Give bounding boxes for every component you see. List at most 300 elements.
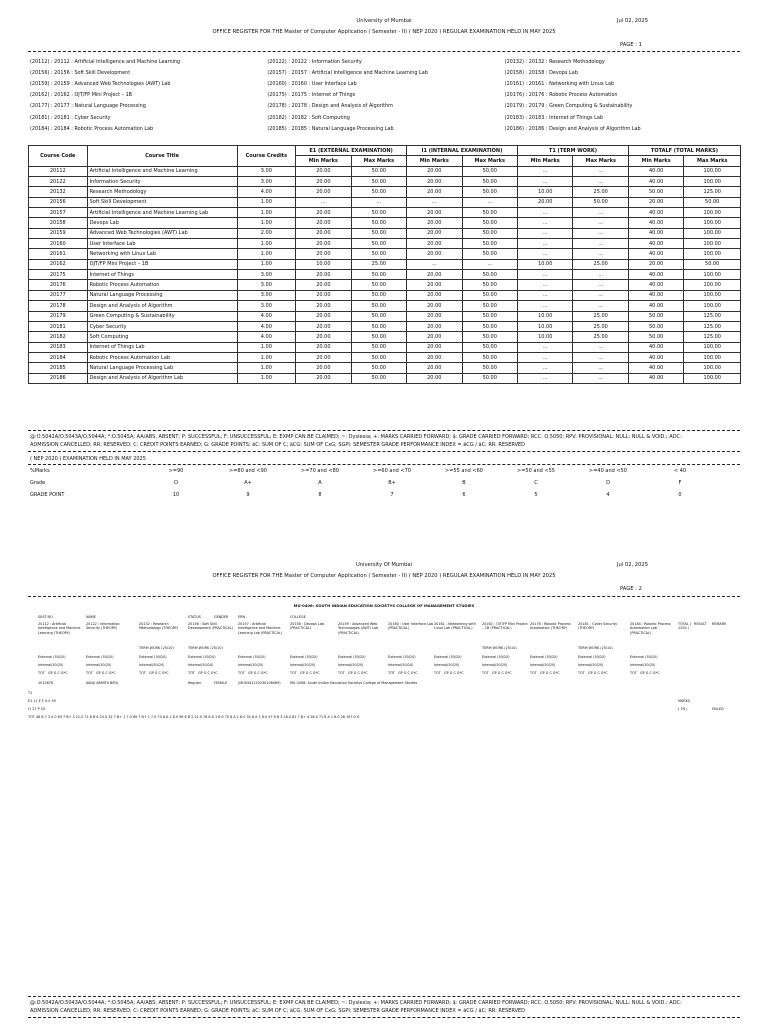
mark-cell: 50.00 bbox=[628, 311, 683, 321]
gp-header: GP G C G*C bbox=[248, 671, 268, 675]
marks-value: ( 7N ) bbox=[678, 707, 688, 711]
grade-value: 9 bbox=[246, 492, 250, 498]
mark-cell: 50.00 bbox=[351, 280, 406, 290]
grade-value: 7 bbox=[390, 492, 394, 498]
mark-cell: 40.00 bbox=[628, 373, 683, 383]
course-code-cell: 20161 bbox=[29, 249, 88, 259]
failed-label: FAILED bbox=[712, 707, 724, 711]
mark-cell: 50.00 bbox=[462, 342, 517, 352]
mark-cell: 20.00 bbox=[407, 363, 462, 373]
mark-cell: 20.00 bbox=[407, 177, 462, 187]
course-title-cell: Devops Lab bbox=[87, 218, 237, 228]
col-total: TOTAL ( 1250 ) bbox=[678, 622, 692, 631]
mark-cell: 40.00 bbox=[628, 290, 683, 300]
mark-cell: 25.00 bbox=[573, 187, 628, 197]
mark-cell: 20.00 bbox=[296, 166, 351, 176]
mark-cell: 100.00 bbox=[684, 177, 741, 187]
gp-header: GP G C G*C bbox=[48, 671, 68, 675]
mark-cell: ... bbox=[518, 218, 573, 228]
mark-cell: 10.00 bbox=[518, 311, 573, 321]
course-code-cell: 20184 bbox=[29, 352, 88, 362]
course-code-cell: 20178 bbox=[29, 301, 88, 311]
abbreviation-legend bbox=[30, 999, 730, 1015]
course-code-cell: 20160 bbox=[29, 239, 88, 249]
mark-cell: 20.00 bbox=[407, 373, 462, 383]
grade-value: O bbox=[174, 480, 178, 486]
mark-cell: 1.00 bbox=[237, 239, 296, 249]
col-name: NAME bbox=[86, 615, 96, 619]
grade-value: 4 bbox=[606, 492, 610, 498]
course-code-cell: 20177 bbox=[29, 290, 88, 300]
mark-cell: 40.00 bbox=[628, 177, 683, 187]
ext-label: External (50/20) bbox=[86, 655, 114, 659]
grade-row bbox=[30, 489, 720, 501]
course-code-cell: 20183 bbox=[29, 342, 88, 352]
mark-cell: 100.00 bbox=[684, 352, 741, 362]
mark-cell: 40.00 bbox=[628, 228, 683, 238]
table-row bbox=[29, 290, 741, 300]
mark-cell: 20.00 bbox=[296, 249, 351, 259]
mark-cell: 20.00 bbox=[407, 228, 462, 238]
table-row bbox=[29, 280, 741, 290]
table-row bbox=[29, 259, 741, 269]
mark-cell: 50.00 bbox=[684, 197, 741, 207]
mark-cell: ... bbox=[573, 239, 628, 249]
mark-cell: 100.00 bbox=[684, 280, 741, 290]
header-min: Min Marks bbox=[518, 156, 573, 166]
mark-cell: ... bbox=[462, 259, 517, 269]
ext-label: External (50/20) bbox=[630, 655, 658, 659]
university-name: University of Mumbai bbox=[356, 18, 412, 24]
mark-cell: 20.00 bbox=[407, 280, 462, 290]
mark-cell: 50.00 bbox=[351, 342, 406, 352]
table-row bbox=[29, 332, 741, 342]
page-number: PAGE : 1 bbox=[620, 42, 642, 48]
gp-header: GP G C G*C bbox=[398, 671, 418, 675]
mark-cell: 20.00 bbox=[407, 218, 462, 228]
table-row bbox=[29, 249, 741, 259]
mark-cell: 100.00 bbox=[684, 249, 741, 259]
mark-cell: ... bbox=[573, 249, 628, 259]
mark-cell: 125.00 bbox=[684, 321, 741, 331]
mark-cell: 20.00 bbox=[296, 208, 351, 218]
mark-cell: 20.00 bbox=[296, 280, 351, 290]
table-row bbox=[29, 228, 741, 238]
mark-cell: ... bbox=[518, 280, 573, 290]
course-list-row bbox=[30, 112, 742, 123]
mark-cell: ... bbox=[518, 270, 573, 280]
term-work-label: TERM WORK (25/10) bbox=[188, 646, 223, 650]
header-i1: I1 (INTERNAL EXAMINATION) bbox=[407, 146, 518, 156]
mark-cell: 40.00 bbox=[628, 218, 683, 228]
mark-cell: 40.00 bbox=[628, 208, 683, 218]
mark-cell: 50.00 bbox=[351, 290, 406, 300]
mark-cell: 20.00 bbox=[407, 187, 462, 197]
tot-label: TOT bbox=[238, 671, 245, 675]
mark-cell: 50.00 bbox=[462, 290, 517, 300]
mark-cell: 10.00 bbox=[518, 321, 573, 331]
course-list-item: (20177) : 20177 : Natural Language Processing bbox=[30, 103, 146, 110]
mark-cell: 1.00 bbox=[237, 352, 296, 362]
mark-cell: ... bbox=[518, 352, 573, 362]
table-row bbox=[29, 301, 741, 311]
course-list-row bbox=[30, 67, 742, 78]
int-label: Internal(50/20) bbox=[38, 663, 64, 667]
table-row bbox=[29, 373, 741, 383]
mark-cell: ... bbox=[518, 208, 573, 218]
mark-cell: 20.00 bbox=[407, 249, 462, 259]
header-min: Min Marks bbox=[296, 156, 351, 166]
mark-cell: 20.00 bbox=[628, 197, 683, 207]
mark-cell: ... bbox=[351, 197, 406, 207]
grade-value: >=60 and <70 bbox=[373, 468, 411, 474]
mark-cell: 20.00 bbox=[407, 342, 462, 352]
mark-cell: 50.00 bbox=[684, 259, 741, 269]
int-label: Internal(50/20) bbox=[388, 663, 414, 667]
mark-cell: 20.00 bbox=[296, 177, 351, 187]
mark-cell: 50.00 bbox=[462, 239, 517, 249]
tot-label: TOT bbox=[86, 671, 93, 675]
int-label: Internal(50/20) bbox=[238, 663, 264, 667]
student-seat-no: 1012678 bbox=[38, 681, 54, 685]
college-title: MU-0406: SOUTH INDIAN EDUCATION SOCIETYS COLLEGE OF MANAGEMENT STUDIES bbox=[293, 603, 475, 608]
ext-label: External (50/20) bbox=[338, 655, 366, 659]
mark-cell: 10.00 bbox=[518, 332, 573, 342]
course-list-item: (20159) : 20159 : Advanced Web Technologies (AWT) Lab bbox=[30, 80, 171, 87]
mark-cell: 50.00 bbox=[462, 270, 517, 280]
mark-cell: 100.00 bbox=[684, 218, 741, 228]
course-list-item: (20179) : 20179 : Green Computing & Sustainability bbox=[504, 103, 633, 110]
course-title-cell: Design and Analysis of Algorithm Lab bbox=[87, 373, 237, 383]
grade-value: >=55 and <60 bbox=[445, 468, 483, 474]
mark-cell: ... bbox=[518, 249, 573, 259]
tot-label: TOT bbox=[578, 671, 585, 675]
grade-row-label: Grade bbox=[30, 480, 46, 486]
grade-row-label: GRADE POINT bbox=[30, 492, 65, 498]
header-max: Max Marks bbox=[684, 156, 741, 166]
mark-cell: 20.00 bbox=[407, 321, 462, 331]
table-row bbox=[29, 270, 741, 280]
mark-cell: 3.00 bbox=[237, 280, 296, 290]
header-max: Max Marks bbox=[462, 156, 517, 166]
mark-cell: 50.00 bbox=[351, 166, 406, 176]
mark-cell: ... bbox=[407, 259, 462, 269]
mark-cell: ... bbox=[573, 290, 628, 300]
mark-cell: 40.00 bbox=[628, 342, 683, 352]
col-gender: GENDER bbox=[214, 615, 229, 619]
mark-cell: 50.00 bbox=[573, 197, 628, 207]
grade-row bbox=[30, 477, 720, 489]
mark-cell: ... bbox=[518, 228, 573, 238]
mark-cell: 50.00 bbox=[351, 208, 406, 218]
course-list-item: (20157) : 20157 : Artificial Intelligence and Machine Learning Lab bbox=[267, 69, 428, 76]
mark-cell: 50.00 bbox=[351, 352, 406, 362]
mark-cell: 50.00 bbox=[351, 249, 406, 259]
row-tot: TOT 48 B 7 3 0.0 63 7 B+ 3 21.0 71 6 B 6 24.0 32 7 B+ 1 7.0 69 7 B+ 1 7.0 70 8 A 1 8.0 58 6 B 2 12.0 76 8 A 1 8.0 75 8 A 1 8.0 35 8 A 1 8.0 57 6 B 3 18.0 81 7 B+ 4 28.0 71 8 A 1 8.0 26 197.0 O bbox=[28, 715, 360, 719]
office-register-title: OFFICE REGISTER FOR THE Master of Computer Application ( Semester - II) ( NEP 2020 ) REGULAR EXAMINATION HELD IN MAY 2025 bbox=[212, 29, 556, 35]
mark-cell: 50.00 bbox=[462, 249, 517, 259]
row-e1: E1 11 E F 0.0 39 bbox=[28, 699, 56, 703]
mark-cell: 50.00 bbox=[351, 177, 406, 187]
mark-cell: ... bbox=[573, 280, 628, 290]
mark-cell: 100.00 bbox=[684, 166, 741, 176]
mark-cell: 40.00 bbox=[628, 249, 683, 259]
student-name: ABUJI ARMITA BIRU bbox=[86, 681, 119, 685]
mark-cell: 25.00 bbox=[573, 311, 628, 321]
course-title-cell: User Interface Lab bbox=[87, 239, 237, 249]
course-code-cell: 20182 bbox=[29, 332, 88, 342]
int-label: Internal(50/20) bbox=[86, 663, 112, 667]
dashed-divider bbox=[28, 996, 740, 997]
col-ern: ERN bbox=[238, 615, 246, 619]
mark-cell: 20.00 bbox=[296, 290, 351, 300]
course-list-row bbox=[30, 123, 742, 134]
grade-table-heading: ( NEP 2020 ) EXAMINATION HELD IN MAY 2025 bbox=[30, 456, 146, 462]
course-list-item: (20160) : 20160 : User Interface Lab bbox=[267, 80, 357, 87]
mark-cell: 100.00 bbox=[684, 363, 741, 373]
header-max: Max Marks bbox=[351, 156, 406, 166]
mark-cell: 1.00 bbox=[237, 342, 296, 352]
mark-cell: 40.00 bbox=[628, 270, 683, 280]
mark-cell: 20.00 bbox=[296, 363, 351, 373]
mark-cell: 125.00 bbox=[684, 311, 741, 321]
subject-column-header: 20176 : Robotic Process Automation (THEORY) bbox=[530, 622, 571, 631]
mark-cell: ... bbox=[518, 290, 573, 300]
table-row bbox=[29, 363, 741, 373]
mark-cell: 100.00 bbox=[684, 208, 741, 218]
table-row bbox=[29, 321, 741, 331]
course-list-item: (20175) : 20175 : Internet of Things bbox=[267, 92, 356, 99]
course-title-cell: Soft Computing bbox=[87, 332, 237, 342]
header-min: Min Marks bbox=[407, 156, 462, 166]
gp-header: GP G C G*C bbox=[300, 671, 320, 675]
grade-value: >=70 and <80 bbox=[301, 468, 339, 474]
course-title-cell: Robotic Process Automation bbox=[87, 280, 237, 290]
ext-label: External (50/20) bbox=[388, 655, 416, 659]
mark-cell: 40.00 bbox=[628, 301, 683, 311]
subject-column-header: 20112 : Artificial Intelligence and Machine Learning (THEORY) bbox=[38, 622, 81, 635]
mark-cell: 50.00 bbox=[462, 280, 517, 290]
mark-cell: 50.00 bbox=[462, 208, 517, 218]
mark-cell: 100.00 bbox=[684, 239, 741, 249]
mark-cell: 50.00 bbox=[351, 321, 406, 331]
mark-cell: 50.00 bbox=[462, 332, 517, 342]
mark-cell: 3.00 bbox=[237, 177, 296, 187]
mark-cell: 3.00 bbox=[237, 270, 296, 280]
course-code-cell: 20179 bbox=[29, 311, 88, 321]
course-list-item: (20132) : 20132 : Research Methodology bbox=[504, 58, 605, 65]
mark-cell: 20.00 bbox=[407, 239, 462, 249]
table-row bbox=[29, 197, 741, 207]
mark-cell: 20.00 bbox=[296, 352, 351, 362]
tot-label: TOT bbox=[530, 671, 537, 675]
mark-cell: 50.00 bbox=[462, 166, 517, 176]
course-title-cell: Advanced Web Technologies (AWT) Lab bbox=[87, 228, 237, 238]
mark-cell: 100.00 bbox=[684, 342, 741, 352]
course-code-cell: 20122 bbox=[29, 177, 88, 187]
mark-cell: ... bbox=[518, 239, 573, 249]
mark-cell: ... bbox=[573, 218, 628, 228]
mark-cell: ... bbox=[518, 373, 573, 383]
grade-value: B+ bbox=[388, 480, 396, 486]
term-work-label: TERM WORK (25/10) bbox=[139, 646, 174, 650]
dashed-divider bbox=[28, 1017, 740, 1018]
header-min: Min Marks bbox=[628, 156, 683, 166]
mark-cell: 20.00 bbox=[296, 311, 351, 321]
mark-cell: 20.00 bbox=[296, 342, 351, 352]
grade-value: < 40 bbox=[673, 468, 687, 474]
course-title-cell: Artificial Intelligence and Machine Learning bbox=[87, 166, 237, 176]
grade-row bbox=[30, 465, 720, 477]
mark-cell: ... bbox=[573, 363, 628, 373]
mark-cell: 125.00 bbox=[684, 187, 741, 197]
course-list-item: (20186) : 20186 : Design and Analysis of Algorithm Lab bbox=[504, 125, 641, 132]
course-code-cell: 20181 bbox=[29, 321, 88, 331]
dashed-divider bbox=[28, 430, 740, 431]
table-row bbox=[29, 311, 741, 321]
abbreviation-legend bbox=[30, 433, 730, 449]
mark-cell: 20.00 bbox=[296, 301, 351, 311]
mark-cell: 40.00 bbox=[628, 166, 683, 176]
mark-cell: ... bbox=[518, 177, 573, 187]
mark-cell: 20.00 bbox=[518, 197, 573, 207]
ext-label: External (50/20) bbox=[188, 655, 216, 659]
mark-cell: 40.00 bbox=[628, 352, 683, 362]
gp-header: GP G C G*C bbox=[198, 671, 218, 675]
grade-value: 10 bbox=[172, 492, 180, 498]
mark-cell: ... bbox=[573, 270, 628, 280]
mark-cell: 20.00 bbox=[628, 259, 683, 269]
grade-value: C bbox=[534, 480, 538, 486]
course-title-cell: Internet of Things Lab bbox=[87, 342, 237, 352]
mark-cell: 50.00 bbox=[351, 332, 406, 342]
student-college: MU-0406: South Indian Education Societys College of Management Studies bbox=[290, 681, 418, 685]
legend-line: ADMISSION CANCELLED; RR: RESERVED; C: CREDIT POINTS EARNED; G: GRADE POINTS; äC: SUM OF C; äCG: SUM OF CxG; SGPI: SEMESTER GRADE PERFORMANCE INDEX = äCG / äC; RR: RESERVED bbox=[30, 1008, 525, 1014]
mark-cell: 50.00 bbox=[351, 187, 406, 197]
grade-value: D bbox=[606, 480, 610, 486]
mark-cell: 50.00 bbox=[351, 363, 406, 373]
ext-label: External (50/20) bbox=[530, 655, 558, 659]
gp-header: GP G C G*C bbox=[540, 671, 560, 675]
mark-cell: 40.00 bbox=[628, 280, 683, 290]
gp-header: GP G C G*C bbox=[640, 671, 660, 675]
legend-line: ADMISSION CANCELLED; RR: RESERVED; C: CREDIT POINTS EARNED; G: GRADE POINTS; äC: SUM OF C; äCG: SUM OF CxG; SGPI: SEMESTER GRADE PERFORMANCE INDEX = äCG / äC; RR: RESERVED bbox=[30, 442, 525, 448]
marks-label: MARKS bbox=[678, 699, 690, 703]
mark-cell: ... bbox=[407, 197, 462, 207]
mark-cell: 100.00 bbox=[684, 301, 741, 311]
tot-label: TOT bbox=[338, 671, 345, 675]
dashed-divider bbox=[28, 51, 740, 52]
course-code-cell: 20176 bbox=[29, 280, 88, 290]
mark-cell: 20.00 bbox=[296, 373, 351, 383]
mark-cell: 20.00 bbox=[407, 270, 462, 280]
course-list-item: (20183) : 20183 : Internet of Things Lab bbox=[504, 114, 603, 121]
mark-cell: 4.00 bbox=[237, 311, 296, 321]
header-total: TOTALF (TOTAL MARKS) bbox=[628, 146, 740, 156]
grade-value: >=50 and <55 bbox=[517, 468, 555, 474]
course-list-item: (20184) : 20184 : Robotic Process Automation Lab bbox=[30, 125, 154, 132]
mark-cell: 20.00 bbox=[407, 352, 462, 362]
row-t1: T1 bbox=[28, 691, 33, 695]
course-list-row bbox=[30, 90, 742, 101]
mark-cell: ... bbox=[573, 342, 628, 352]
mark-cell: 4.00 bbox=[237, 332, 296, 342]
course-title-cell: Robotic Process Automation Lab bbox=[87, 352, 237, 362]
subject-column-header: 20132 : Research Methodology (THEORY) bbox=[139, 622, 179, 631]
mark-cell: 40.00 bbox=[628, 363, 683, 373]
mark-cell: 100.00 bbox=[684, 373, 741, 383]
ext-label: External (50/20) bbox=[482, 655, 510, 659]
gp-header: GP G C G*C bbox=[444, 671, 464, 675]
int-label: Internal(50/20) bbox=[482, 663, 508, 667]
mark-cell: 50.00 bbox=[462, 321, 517, 331]
subject-column-header: 20184 : Robotic Process Automation Lab (PRACTICAL) bbox=[630, 622, 671, 635]
header-e1: E1 (EXTERNAL EXAMINATION) bbox=[296, 146, 407, 156]
course-title-cell: Green Computing & Sustainability bbox=[87, 311, 237, 321]
mark-cell: 100.00 bbox=[684, 290, 741, 300]
gp-header: GP G C G*C bbox=[492, 671, 512, 675]
grade-value: A+ bbox=[244, 480, 252, 486]
mark-cell: 50.00 bbox=[351, 270, 406, 280]
row-i1: I1 27 P 24 bbox=[28, 707, 46, 711]
course-list-item: (20185) : 20185 : Natural Language Processing Lab bbox=[267, 125, 394, 132]
table-row bbox=[29, 208, 741, 218]
mark-cell: 50.00 bbox=[462, 311, 517, 321]
table-row bbox=[29, 166, 741, 176]
course-code-cell: 20158 bbox=[29, 218, 88, 228]
office-register-title: OFFICE REGISTER FOR THE Master of Computer Application ( Semester - II) ( NEP 2020 ) REGULAR EXAMINATION HELD IN MAY 2025 bbox=[212, 573, 556, 579]
grade-value: 5 bbox=[534, 492, 538, 498]
mark-cell: 20.00 bbox=[296, 270, 351, 280]
course-title-cell: Artificial Intelligence and Machine Learning Lab bbox=[87, 208, 237, 218]
gp-header: GP G C G*C bbox=[588, 671, 608, 675]
header-course-title: Course Title bbox=[87, 146, 237, 167]
tot-label: TOT bbox=[434, 671, 441, 675]
report-date: Jul 02, 2025 bbox=[617, 18, 649, 24]
course-marks-table bbox=[28, 145, 741, 384]
mark-cell: 50.00 bbox=[351, 301, 406, 311]
mark-cell: ... bbox=[296, 197, 351, 207]
mark-cell: 25.00 bbox=[573, 259, 628, 269]
mark-cell: 50.00 bbox=[351, 311, 406, 321]
course-code-cell: 20185 bbox=[29, 363, 88, 373]
ext-label: External (50/20) bbox=[38, 655, 66, 659]
mark-cell: ... bbox=[518, 166, 573, 176]
mark-cell: 50.00 bbox=[628, 187, 683, 197]
col-seat-no: SEAT NO bbox=[38, 615, 53, 619]
header-t1: T1 (TERM WORK) bbox=[518, 146, 629, 156]
grade-value: >=80 and <90 bbox=[229, 468, 267, 474]
gp-header: GP G C G*C bbox=[96, 671, 116, 675]
course-code-cell: 20132 bbox=[29, 187, 88, 197]
mark-cell: ... bbox=[462, 197, 517, 207]
mark-cell: 10.00 bbox=[518, 187, 573, 197]
header-course-credits: Course Credits bbox=[237, 146, 296, 167]
mark-cell: 50.00 bbox=[462, 187, 517, 197]
int-label: Internal(50/20) bbox=[290, 663, 316, 667]
mark-cell: 20.00 bbox=[296, 332, 351, 342]
tot-label: TOT bbox=[482, 671, 489, 675]
mark-cell: 1.00 bbox=[237, 197, 296, 207]
mark-cell: 50.00 bbox=[351, 373, 406, 383]
mark-cell: 20.00 bbox=[407, 290, 462, 300]
mark-cell: 20.00 bbox=[296, 187, 351, 197]
mark-cell: 20.00 bbox=[296, 321, 351, 331]
ext-label: External (50/20) bbox=[290, 655, 318, 659]
mark-cell: 3.00 bbox=[237, 301, 296, 311]
course-list-item: (20112) : 20112 : Artificial Intelligence and Machine Learning bbox=[30, 58, 181, 65]
mark-cell: 20.00 bbox=[407, 166, 462, 176]
